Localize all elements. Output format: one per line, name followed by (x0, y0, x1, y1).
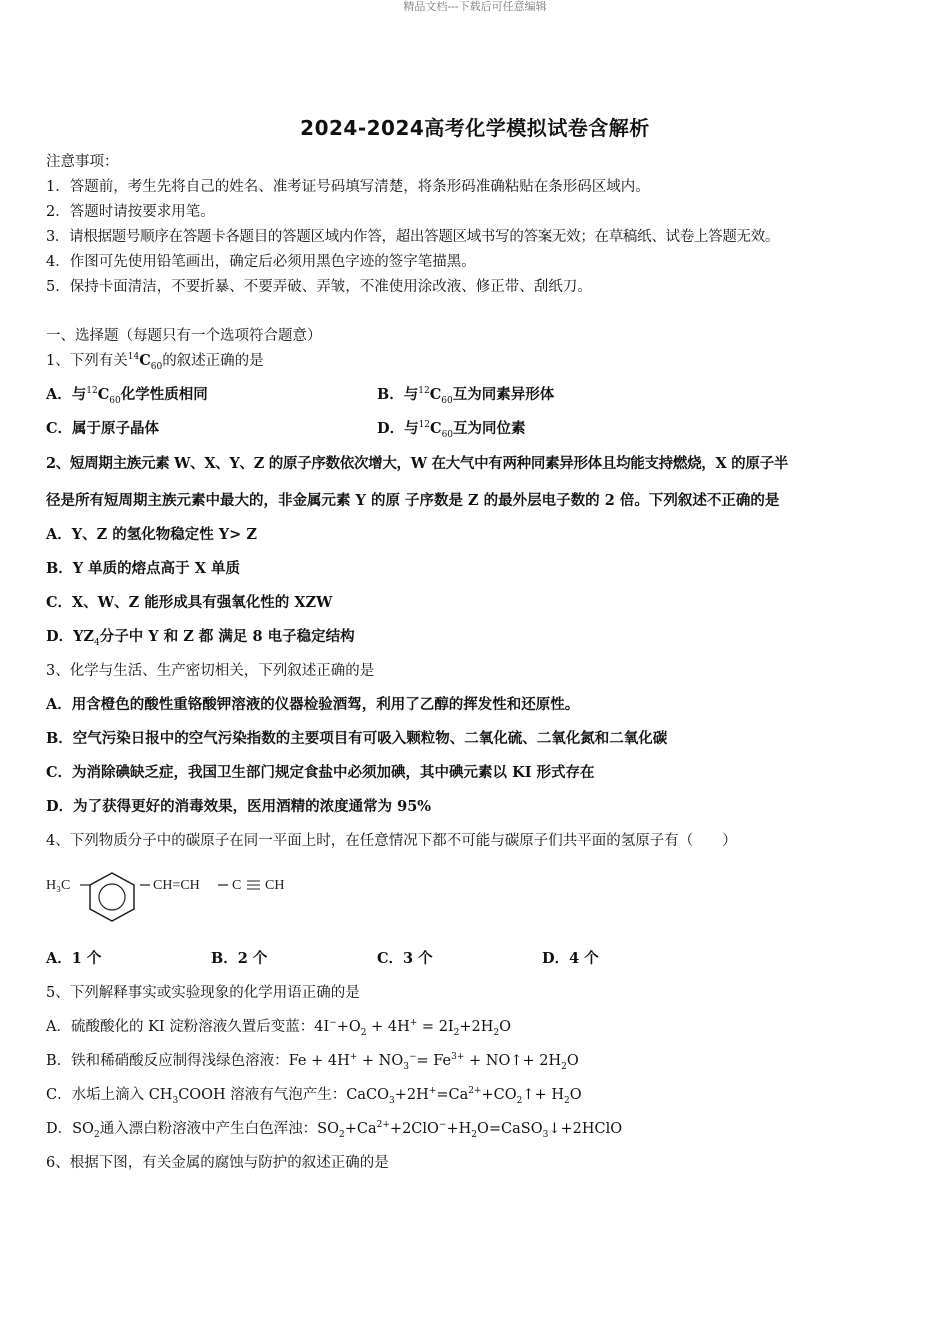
question-3-option-c: C．为消除碘缺乏症，我国卫生部门规定食盐中必须加碘，其中碘元素以 KI 形式存在 (46, 764, 595, 781)
benzene-ring (90, 873, 134, 921)
terminal-ch-label: CH (265, 878, 285, 893)
page-header: 精品文档---下载后可任意编辑 (403, 0, 547, 13)
question-4-option-a: A．1 个 (46, 950, 102, 967)
alkyne-carbon-label: C (232, 878, 242, 893)
question-1-option-c: C．属于原子晶体 (46, 420, 160, 437)
question-2-option-d: D．$YZ_4$分子中 Y 和 Z 都 满足 8 电子稳定结构 (46, 628, 355, 648)
page-title: 2024-2024高考化学模拟试卷含解析 (300, 116, 650, 140)
question-2-option-b: B．Y 单质的熔点高于 X 单质 (46, 560, 241, 577)
question-3-option-a: A．用含橙色的酸性重铬酸钾溶液的仪器检验酒驾，利用了乙醇的挥发性和还原性。 (46, 696, 580, 713)
question-2-option-a: A．Y、Z 的氢化物稳定性 Y> Z (46, 526, 257, 543)
notice-item-1: 1．答题前，考生先将自己的姓名、准考证号码填写清楚，将条形码准确粘贴在条形码区域内。 (46, 179, 650, 195)
question-5-option-c: C．水垢上滴入 $CH_3COOH$ 溶液有气泡产生：$CaCO_3+2H^+=Ca^{2+}+CO_2↑+ H_2O$ (46, 1086, 582, 1106)
question-5-option-a: A．硫酸酸化的 KI 淀粉溶液久置后变蓝：$4I^-+O_2 + 4H^+ = 2I_2+2H_2O$ (46, 1018, 512, 1038)
question-5-option-d: D．$SO_2$通入漂白粉溶液中产生白色浑浊：$SO_2+Ca^{2+}+2ClO^-+H_2O=CaSO_3↓+2HClO$ (46, 1120, 623, 1140)
question-2-stem-line-1: 2、短周期主族元素 W、X、Y、Z 的原子序数依次增大，W 在大气中有两种同素异形体且均能支持燃烧，X 的原子半 (46, 455, 788, 472)
question-6-stem: 6、根据下图，有关金属的腐蚀与防护的叙述正确的是 (46, 1155, 389, 1171)
molecule-structure-diagram (46, 868, 306, 926)
alkene-chain-label: CH=CH (153, 878, 200, 893)
section-heading: 一、选择题（每题只有一个选项符合题意） (46, 328, 322, 344)
question-4-option-d: D．4 个 (542, 950, 599, 967)
notice-item-3: 3．请根据题号顺序在答题卡各题目的答题区域内作答，超出答题区域书写的答案无效；在草稿纸、试卷上答题无效。 (46, 229, 780, 245)
question-1-stem: 1、下列有关$^{14}C_{60}$的叙述正确的是 (46, 352, 264, 372)
notice-item-5: 5．保持卡面清洁，不要折暴、不要弄破、弄皱，不准使用涂改液、修正带、刮纸刀。 (46, 279, 592, 295)
question-1-option-a: A．与$^{12}C_{60}$化学性质相同 (46, 386, 208, 406)
notice-item-4: 4．作图可先使用铅笔画出，确定后必须用黑色字迹的签字笔描黑。 (46, 254, 476, 270)
question-3-stem: 3、化学与生活、生产密切相关，下列叙述正确的是 (46, 663, 375, 679)
methyl-group-label: H₃C (46, 878, 71, 893)
notice-heading: 注意事项： (46, 154, 119, 170)
question-4-option-b: B．2 个 (211, 950, 268, 967)
question-3-option-b: B．空气污染日报中的空气污染指数的主要项目有可吸入颗粒物、二氧化硫、二氧化氮和二氧化碳 (46, 730, 668, 747)
question-3-option-d: D．为了获得更好的消毒效果，医用酒精的浓度通常为 95% (46, 798, 432, 815)
question-5-stem: 5、下列解释事实或实验现象的化学用语正确的是 (46, 985, 360, 1001)
question-4-stem: 4、下列物质分子中的碳原子在同一平面上时，在任意情况下都不可能与碳原子们共平面的氢原子有（ ） (46, 833, 737, 849)
question-2-option-c: C．X、W、Z 能形成具有强氧化性的 XZW (46, 594, 333, 611)
question-1-option-d: D．与$^{12}C_{60}$互为同位素 (377, 420, 526, 440)
notice-item-2: 2．答题时请按要求用笔。 (46, 204, 215, 220)
question-2-stem-line-2: 径是所有短周期主族元素中最大的，非金属元素 Y 的原 子序数是 Z 的最外层电子数的 2 倍。下列叙述不正确的是 (46, 492, 780, 509)
question-4-option-c: C．3 个 (377, 950, 433, 967)
question-5-option-b: B．铁和稀硝酸反应制得浅绿色溶液：$Fe + 4H^+ + NO_3^-= Fe^{3+}$ + NO↑+ $2H_2O$ (46, 1052, 579, 1072)
question-1-option-b: B．与$^{12}C_{60}$互为同素异形体 (377, 386, 555, 406)
